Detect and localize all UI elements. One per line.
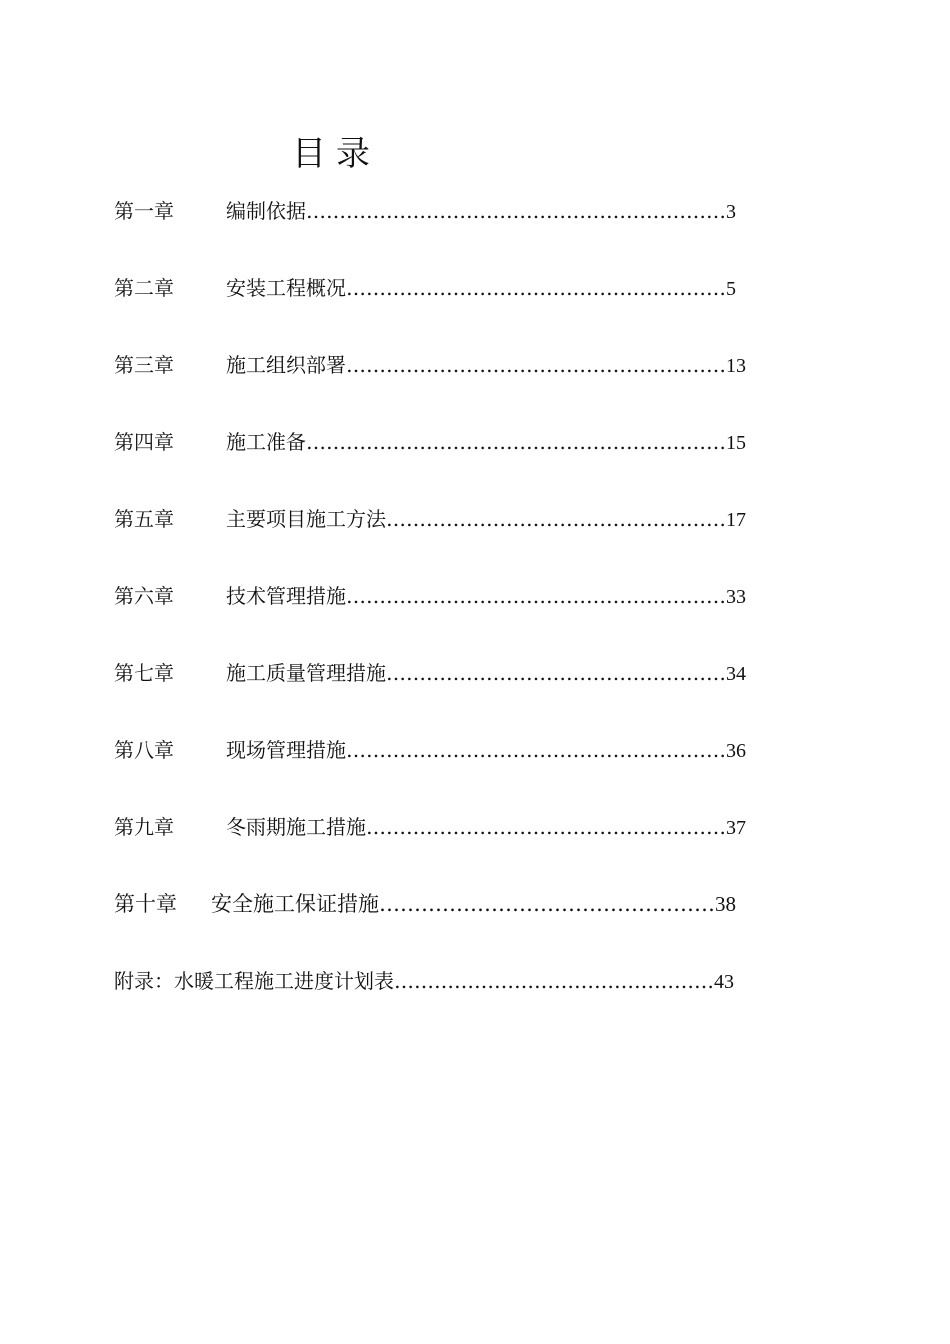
toc-appendix: [114, 966, 734, 997]
page-number: 37: [726, 817, 746, 839]
page-number: 3: [726, 201, 736, 223]
page-number: 33: [726, 586, 746, 608]
chapter-label: 第四章: [114, 430, 174, 454]
chapter-label: 第三章: [114, 353, 174, 377]
leader-dots: …………………………………………………: [346, 276, 726, 300]
page-number: 15: [726, 432, 746, 454]
entry-title: 现场管理措施: [226, 738, 346, 762]
leader-dots: ………………………………………………………: [306, 430, 726, 454]
leader-dots: ……………………………………………: [386, 507, 726, 531]
toc-entry: [114, 350, 746, 381]
chapter-label: 第六章: [114, 584, 174, 608]
toc-entry: [114, 504, 746, 535]
entry-title: 冬雨期施工措施: [226, 815, 366, 839]
entry-title: 技术管理措施: [226, 584, 346, 608]
toc-entry: [114, 196, 736, 227]
entry-title: 主要项目施工方法: [226, 507, 386, 531]
chapter-label: 第十章: [114, 892, 177, 916]
chapter-label: 第五章: [114, 507, 174, 531]
entry-title: 施工准备: [226, 430, 306, 454]
leader-dots: …………………………………………: [394, 969, 714, 993]
page-number: 17: [726, 509, 746, 531]
toc-entry: [114, 889, 736, 919]
page-number: 38: [715, 892, 736, 916]
toc-title: 目录: [292, 134, 380, 174]
chapter-label: 第一章: [114, 199, 174, 223]
toc-entry: [114, 735, 746, 766]
chapter-label: 第七章: [114, 661, 174, 685]
entry-title: 编制依据: [226, 199, 306, 223]
leader-dots: ………………………………………………: [366, 815, 726, 839]
leader-dots: …………………………………………: [379, 892, 715, 916]
page-number: 36: [726, 740, 746, 762]
page-number: 43: [714, 971, 734, 993]
toc-entry: [114, 581, 746, 612]
entry-title: 安装工程概况: [226, 276, 346, 300]
entry-title: 施工组织部署: [226, 353, 346, 377]
page-number: 13: [726, 355, 746, 377]
leader-dots: …………………………………………………: [346, 738, 726, 762]
leader-dots: …………………………………………………: [346, 353, 726, 377]
chapter-label: 第二章: [114, 276, 174, 300]
chapter-label: 第九章: [114, 815, 174, 839]
entry-title: 安全施工保证措施: [211, 892, 379, 916]
toc-entry: [114, 427, 746, 458]
toc-entry: [114, 812, 746, 843]
toc-entry: [114, 273, 736, 304]
entry-title: 施工质量管理措施: [226, 661, 386, 685]
chapter-label: 第八章: [114, 738, 174, 762]
leader-dots: ……………………………………………: [386, 661, 726, 685]
appendix-title: 附录：水暖工程施工进度计划表: [114, 969, 394, 993]
page-number: 34: [726, 663, 746, 685]
page-number: 5: [726, 278, 736, 300]
leader-dots: ………………………………………………………: [306, 199, 726, 223]
toc-entry: [114, 658, 746, 689]
leader-dots: …………………………………………………: [346, 584, 726, 608]
